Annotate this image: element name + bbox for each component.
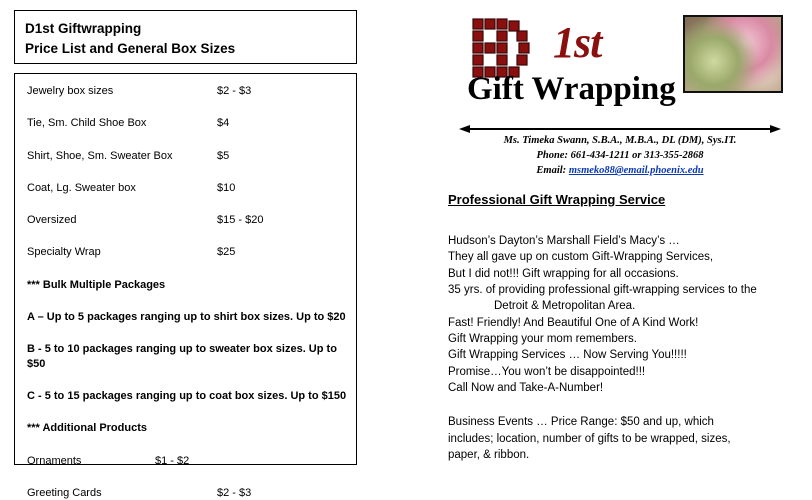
divider-bar bbox=[469, 128, 771, 130]
contact-phone: Phone: 661-434-1211 or 313-355-2868 bbox=[536, 150, 704, 162]
additional-product-label: Ornaments bbox=[27, 454, 82, 467]
price-row bbox=[15, 213, 356, 227]
price-list-column bbox=[14, 10, 357, 499]
price-label: Coat, Lg. Sweater box bbox=[27, 181, 136, 194]
price-label: Tie, Sm. Child Shoe Box bbox=[27, 117, 147, 130]
contact-name: Ms. Timeka Swann, S.B.A., M.B.A., DL (DM), Sys.IT. bbox=[503, 135, 737, 146]
price-label: Shirt, Shoe, Sm. Sweater Box bbox=[27, 149, 173, 162]
bulk-item-label: C - 5 to 15 packages ranging up to coat box sizes. Up to $150 bbox=[27, 389, 347, 402]
price-value: $25 bbox=[217, 246, 236, 259]
service-title: Professional Gift Wrapping Service bbox=[448, 192, 666, 207]
pitch-block bbox=[448, 233, 798, 396]
gift-photo bbox=[683, 15, 783, 93]
events-line: Business Events … Price Range: $50 and up, which bbox=[448, 416, 714, 429]
price-row bbox=[15, 84, 356, 98]
pitch-line: Gift Wrapping your mom remembers. bbox=[448, 332, 637, 345]
pitch-line: But I did not!!! Gift wrapping for all occasions. bbox=[448, 267, 679, 280]
logo-card bbox=[448, 10, 792, 177]
additional-product-label: Greeting Cards bbox=[27, 486, 102, 499]
bulk-heading bbox=[15, 278, 356, 292]
bulk-item-label: B - 5 to 10 packages ranging up to sweater box sizes. Up to $50 bbox=[27, 343, 337, 370]
events-line: paper, & ribbon. bbox=[448, 448, 530, 461]
arrow-right-head-icon bbox=[770, 125, 781, 133]
price-list-box bbox=[14, 73, 357, 499]
additional-products-heading bbox=[15, 421, 356, 435]
double-arrow-divider bbox=[459, 125, 781, 133]
bulk-item bbox=[15, 310, 356, 324]
price-value: $4 bbox=[217, 117, 230, 130]
contact-block bbox=[449, 133, 791, 179]
price-label: Jewelry box sizes bbox=[27, 85, 114, 97]
contact-email-row bbox=[449, 163, 791, 178]
title-box bbox=[14, 10, 357, 64]
bulk-item-label: A – Up to 5 packages ranging up to shirt box sizes. Up to $20 bbox=[27, 311, 346, 324]
additional-product-row bbox=[15, 486, 356, 500]
additional-product-value: $1 - $2 bbox=[155, 454, 190, 467]
price-value: $2 - $3 bbox=[217, 85, 252, 97]
bulk-item bbox=[15, 342, 356, 371]
contact-email-link[interactable]: msmeko88@email.phoenix.edu bbox=[568, 165, 704, 177]
pitch-line: Gift Wrapping Services … Now Serving You!!!!! bbox=[448, 349, 687, 362]
flyer-column bbox=[448, 10, 798, 463]
price-value: $15 - $20 bbox=[217, 214, 264, 227]
pitch-line: Hudson’s Dayton’s Marshall Field’s Macy’s … bbox=[448, 235, 680, 247]
price-row bbox=[15, 149, 356, 163]
price-row bbox=[15, 181, 356, 195]
pitch-line: Detroit & Metropolitan Area. bbox=[494, 300, 636, 313]
pitch-line: Promise…You won’t be disappointed!!! bbox=[448, 365, 646, 378]
price-value: $10 bbox=[217, 181, 236, 194]
price-value: $5 bbox=[217, 149, 230, 162]
logo-1st-text: 1st bbox=[553, 18, 602, 67]
bulk-item bbox=[15, 389, 356, 403]
bulk-heading-label: *** Bulk Multiple Packages bbox=[27, 278, 166, 291]
business-events-block bbox=[448, 414, 798, 463]
additional-product-value: $2 - $3 bbox=[217, 486, 252, 499]
pitch-line: Call Now and Take-A-Number! bbox=[448, 381, 604, 394]
pitch-line: They all gave up on custom Gift-Wrapping Services, bbox=[448, 251, 714, 264]
events-line: includes; location, number of gifts to be wrapped, sizes, bbox=[448, 432, 731, 445]
price-row bbox=[15, 245, 356, 259]
title-line-1: D1st Giftwrapping bbox=[25, 21, 142, 36]
pitch-line: Fast! Friendly! And Beautiful One of A Kind Work! bbox=[448, 316, 699, 329]
price-label: Specialty Wrap bbox=[27, 246, 101, 259]
additional-product-row bbox=[15, 454, 356, 468]
pitch-line: 35 yrs. of providing professional gift-wrapping services to the bbox=[448, 283, 757, 296]
price-label: Oversized bbox=[27, 214, 77, 227]
logo-top bbox=[449, 11, 791, 121]
logo-wordmark: Gift Wrapping bbox=[467, 71, 676, 107]
contact-email-label: Email: bbox=[536, 165, 567, 177]
title-line-2: Price List and General Box Sizes bbox=[25, 40, 236, 56]
additional-products-label: *** Additional Products bbox=[27, 422, 147, 435]
price-row bbox=[15, 116, 356, 130]
